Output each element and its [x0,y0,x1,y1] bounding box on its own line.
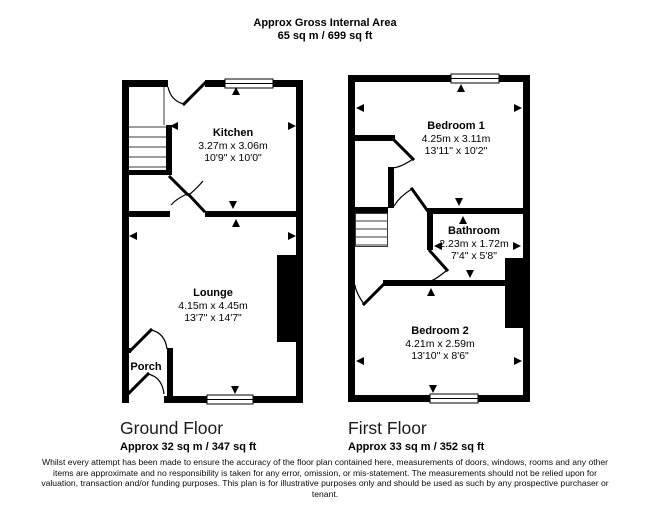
page-title [0,17,650,43]
door [168,83,205,104]
window [207,395,253,404]
door [170,177,204,211]
window [451,74,499,83]
room-name: Porch [130,361,162,373]
measure-arrow [288,232,296,240]
measure-arrow [429,385,437,393]
measure-arrow [427,288,435,296]
wall [348,395,430,402]
room-metric: 4.21m x 2.59m [405,337,475,350]
wall [348,75,451,82]
door [355,285,383,304]
room-label-bedroom1 [396,120,516,158]
room-name: Bedroom 2 [411,325,469,337]
room-imperial: 13'7" x 14'7" [184,312,242,324]
room-imperial: 13'11" x 10'2" [424,145,488,157]
measure-arrow [466,270,474,278]
room-metric: 2.23m x 1.72m [439,237,509,250]
measure-arrow [459,216,467,224]
room-name: Lounge [193,287,233,299]
floor-area: Approx 32 sq m / 347 sq ft [120,441,257,453]
measure-arrow [129,232,137,240]
room-label-lounge [153,287,273,325]
wall [122,80,168,87]
wall [122,396,128,403]
wall [166,125,172,175]
measure-arrow [457,84,465,92]
wall [388,167,394,208]
wall [122,211,170,217]
room-label-porch [122,361,170,374]
door [394,189,427,210]
room-metric: 3.27m x 3.06m [198,139,268,152]
room-label-bathroom [424,225,524,263]
wall [478,395,530,402]
room-imperial: 7'4" x 5'8" [451,250,497,262]
measure-arrow [232,219,240,227]
gross-area-value: 65 sq m / 699 sq ft [277,30,373,42]
first-floor-caption [348,419,484,453]
measure-arrow [356,104,364,112]
wall [427,208,523,214]
wall [348,207,388,213]
measure-arrow [231,386,239,394]
wall [167,348,173,403]
room-imperial: 13'10" x 8'6" [411,350,469,362]
measure-arrow [514,357,522,365]
measure-arrow [455,198,463,206]
measure-arrow [229,201,237,209]
wall [253,396,303,403]
ground-floor-caption [120,419,256,453]
measure-arrow [356,357,364,365]
chimney-breast [505,258,523,328]
wall [205,211,303,217]
wall [122,80,129,403]
measure-arrow [514,104,522,112]
wall [523,75,530,402]
staircase [356,214,389,247]
room-metric: 4.15m x 4.45m [178,299,248,312]
room-name: Kitchen [212,127,254,139]
disclaimer-text: Whilst every attempt has been made to ensure the accuracy of the floor plan contained here, measurements of doors, windows, rooms and any other items are approximate and no responsibility is taken for any error, omission, or mis-statement. The measurements should not be relied upon for valuation, transaction and/or funding purposes. This plan is for illustrative purposes only and should be used as such by any prospective purchaser or tenant. [41,457,609,499]
window [430,394,478,403]
chimney-breast [277,255,297,342]
staircase [129,87,166,167]
door [131,330,167,350]
wall [296,80,303,403]
door [128,374,164,394]
floor-title: Ground Floor [120,418,224,438]
room-name: Bathroom [448,225,500,237]
room-name: Bedroom 1 [427,120,485,132]
room-imperial: 10'9" x 10'0" [204,152,262,164]
wall [348,135,395,141]
wall [348,75,355,402]
wall [383,280,510,286]
gross-area-title: Approx Gross Internal Area [253,17,397,29]
room-label-kitchen [173,127,293,165]
window [225,79,273,88]
wall [205,80,225,87]
room-metric: 4.25m x 3.11m [421,132,491,145]
room-label-bedroom2 [380,325,500,363]
wall [122,170,172,175]
floor-area: Approx 33 sq m / 352 sq ft [348,441,485,453]
floor-title: First Floor [348,418,427,438]
